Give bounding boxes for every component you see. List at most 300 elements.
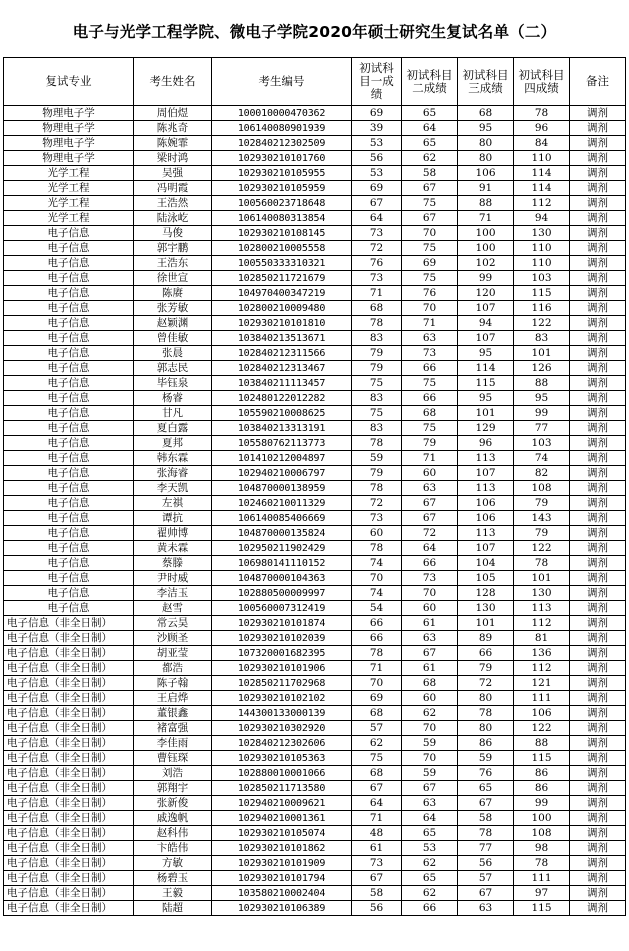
remark-cell: 调剂 xyxy=(570,556,626,571)
table-row xyxy=(4,226,626,241)
name-cell: 赵颖渊 xyxy=(134,316,212,331)
score-3-cell: 95 xyxy=(458,346,514,361)
score-2-cell: 65 xyxy=(402,136,458,151)
score-2-cell: 58 xyxy=(402,166,458,181)
major-cell: 光学工程 xyxy=(4,181,134,196)
score-3-cell: 99 xyxy=(458,271,514,286)
table-row xyxy=(4,211,626,226)
remark-cell: 调剂 xyxy=(570,871,626,886)
score-1-cell: 67 xyxy=(352,871,402,886)
score-1-cell: 70 xyxy=(352,676,402,691)
name-cell: 蔡滕 xyxy=(134,556,212,571)
table-body xyxy=(4,106,626,916)
name-cell: 曹钰琛 xyxy=(134,751,212,766)
score-4-cell: 97 xyxy=(514,886,570,901)
score-4-cell: 113 xyxy=(514,601,570,616)
name-cell: 褚富强 xyxy=(134,721,212,736)
remark-cell: 调剂 xyxy=(570,121,626,136)
remark-cell: 调剂 xyxy=(570,196,626,211)
score-1-cell: 73 xyxy=(352,226,402,241)
remark-cell: 调剂 xyxy=(570,586,626,601)
name-cell: 梁时鸿 xyxy=(134,151,212,166)
score-3-cell: 102 xyxy=(458,256,514,271)
score-2-cell: 70 xyxy=(402,226,458,241)
table-row xyxy=(4,346,626,361)
score-1-cell: 79 xyxy=(352,361,402,376)
exam-id-cell: 102850211702968 xyxy=(212,676,352,691)
score-1-cell: 71 xyxy=(352,286,402,301)
exam-id-cell: 104970400347219 xyxy=(212,286,352,301)
score-1-cell: 61 xyxy=(352,841,402,856)
score-1-cell: 83 xyxy=(352,391,402,406)
score-3-cell: 59 xyxy=(458,751,514,766)
table-row xyxy=(4,241,626,256)
score-1-cell: 53 xyxy=(352,136,402,151)
exam-id-cell: 107320001682395 xyxy=(212,646,352,661)
score-4-cell: 143 xyxy=(514,511,570,526)
score-2-cell: 60 xyxy=(402,466,458,481)
score-3-cell: 86 xyxy=(458,736,514,751)
table-row xyxy=(4,136,626,151)
score-2-cell: 68 xyxy=(402,676,458,691)
exam-id-cell: 102800210009480 xyxy=(212,301,352,316)
table-row xyxy=(4,526,626,541)
exam-id-cell: 101410212004897 xyxy=(212,451,352,466)
major-cell: 电子信息（非全日制） xyxy=(4,616,134,631)
score-1-cell: 79 xyxy=(352,466,402,481)
score-2-cell: 62 xyxy=(402,706,458,721)
score-2-cell: 67 xyxy=(402,646,458,661)
table-header-row xyxy=(4,58,626,106)
remark-cell: 调剂 xyxy=(570,346,626,361)
table-row xyxy=(4,376,626,391)
score-3-cell: 67 xyxy=(458,886,514,901)
name-cell: 左祺 xyxy=(134,496,212,511)
table-row xyxy=(4,886,626,901)
major-cell: 物理电子学 xyxy=(4,121,134,136)
header-exam-id: 考生编号 xyxy=(212,58,352,106)
name-cell: 王启烨 xyxy=(134,691,212,706)
score-1-cell: 48 xyxy=(352,826,402,841)
score-3-cell: 91 xyxy=(458,181,514,196)
exam-id-cell: 104870000135824 xyxy=(212,526,352,541)
score-2-cell: 79 xyxy=(402,436,458,451)
remark-cell: 调剂 xyxy=(570,316,626,331)
score-2-cell: 63 xyxy=(402,331,458,346)
table-row xyxy=(4,421,626,436)
score-4-cell: 96 xyxy=(514,121,570,136)
table-row xyxy=(4,721,626,736)
score-4-cell: 136 xyxy=(514,646,570,661)
score-1-cell: 83 xyxy=(352,421,402,436)
major-cell: 电子信息 xyxy=(4,316,134,331)
exam-id-cell: 102930210108145 xyxy=(212,226,352,241)
score-4-cell: 112 xyxy=(514,661,570,676)
score-3-cell: 129 xyxy=(458,421,514,436)
score-2-cell: 53 xyxy=(402,841,458,856)
score-4-cell: 110 xyxy=(514,151,570,166)
score-2-cell: 70 xyxy=(402,586,458,601)
remark-cell: 调剂 xyxy=(570,376,626,391)
header-major: 复试专业 xyxy=(4,58,134,106)
major-cell: 电子信息（非全日制） xyxy=(4,841,134,856)
exam-id-cell: 106140080313854 xyxy=(212,211,352,226)
header-name: 考生姓名 xyxy=(134,58,212,106)
name-cell: 黄未霖 xyxy=(134,541,212,556)
exam-id-cell: 104870000138959 xyxy=(212,481,352,496)
remark-cell: 调剂 xyxy=(570,271,626,286)
major-cell: 电子信息 xyxy=(4,451,134,466)
remark-cell: 调剂 xyxy=(570,646,626,661)
exam-id-cell: 106140085406669 xyxy=(212,511,352,526)
score-4-cell: 106 xyxy=(514,706,570,721)
name-cell: 马俊 xyxy=(134,226,212,241)
name-cell: 徐世宣 xyxy=(134,271,212,286)
major-cell: 电子信息 xyxy=(4,331,134,346)
score-4-cell: 78 xyxy=(514,856,570,871)
exam-id-cell: 102930210101909 xyxy=(212,856,352,871)
major-cell: 电子信息（非全日制） xyxy=(4,706,134,721)
score-4-cell: 126 xyxy=(514,361,570,376)
score-3-cell: 96 xyxy=(458,436,514,451)
score-2-cell: 67 xyxy=(402,781,458,796)
score-3-cell: 67 xyxy=(458,796,514,811)
score-2-cell: 73 xyxy=(402,346,458,361)
score-3-cell: 56 xyxy=(458,856,514,871)
remark-cell: 调剂 xyxy=(570,436,626,451)
score-1-cell: 64 xyxy=(352,796,402,811)
major-cell: 电子信息（非全日制） xyxy=(4,691,134,706)
score-2-cell: 66 xyxy=(402,556,458,571)
remark-cell: 调剂 xyxy=(570,706,626,721)
score-3-cell: 107 xyxy=(458,541,514,556)
score-3-cell: 101 xyxy=(458,616,514,631)
name-cell: 陈子翰 xyxy=(134,676,212,691)
score-3-cell: 95 xyxy=(458,121,514,136)
remark-cell: 调剂 xyxy=(570,226,626,241)
major-cell: 电子信息（非全日制） xyxy=(4,886,134,901)
score-4-cell: 111 xyxy=(514,871,570,886)
major-cell: 电子信息 xyxy=(4,526,134,541)
score-4-cell: 86 xyxy=(514,781,570,796)
table-row xyxy=(4,181,626,196)
table-row xyxy=(4,796,626,811)
score-2-cell: 68 xyxy=(402,406,458,421)
score-4-cell: 110 xyxy=(514,256,570,271)
score-3-cell: 66 xyxy=(458,646,514,661)
exam-id-cell: 102940210001361 xyxy=(212,811,352,826)
score-3-cell: 72 xyxy=(458,676,514,691)
score-2-cell: 64 xyxy=(402,121,458,136)
score-3-cell: 100 xyxy=(458,226,514,241)
table-row xyxy=(4,436,626,451)
name-cell: 常云昊 xyxy=(134,616,212,631)
name-cell: 尹时威 xyxy=(134,571,212,586)
score-1-cell: 67 xyxy=(352,781,402,796)
major-cell: 电子信息（非全日制） xyxy=(4,646,134,661)
score-2-cell: 63 xyxy=(402,796,458,811)
score-1-cell: 59 xyxy=(352,451,402,466)
score-1-cell: 71 xyxy=(352,811,402,826)
score-2-cell: 75 xyxy=(402,271,458,286)
major-cell: 电子信息（非全日制） xyxy=(4,826,134,841)
exam-id-cell: 102950211902429 xyxy=(212,541,352,556)
table-row xyxy=(4,256,626,271)
score-4-cell: 86 xyxy=(514,766,570,781)
score-2-cell: 65 xyxy=(402,871,458,886)
score-1-cell: 67 xyxy=(352,196,402,211)
score-1-cell: 66 xyxy=(352,616,402,631)
score-3-cell: 113 xyxy=(458,481,514,496)
score-1-cell: 64 xyxy=(352,211,402,226)
exam-id-cell: 102930210101794 xyxy=(212,871,352,886)
score-3-cell: 104 xyxy=(458,556,514,571)
score-3-cell: 71 xyxy=(458,211,514,226)
table-row xyxy=(4,196,626,211)
major-cell: 电子信息（非全日制） xyxy=(4,901,134,916)
exam-id-cell: 102930210302920 xyxy=(212,721,352,736)
header-score-2: 初试科目二成绩 xyxy=(402,58,458,106)
score-3-cell: 130 xyxy=(458,601,514,616)
remark-cell: 调剂 xyxy=(570,766,626,781)
score-1-cell: 70 xyxy=(352,571,402,586)
table-row xyxy=(4,271,626,286)
score-4-cell: 101 xyxy=(514,346,570,361)
major-cell: 电子信息 xyxy=(4,376,134,391)
score-4-cell: 100 xyxy=(514,811,570,826)
score-3-cell: 63 xyxy=(458,901,514,916)
score-1-cell: 78 xyxy=(352,541,402,556)
exam-id-cell: 102940210009621 xyxy=(212,796,352,811)
score-3-cell: 113 xyxy=(458,526,514,541)
exam-id-cell: 106980141110152 xyxy=(212,556,352,571)
header-score-1: 初试科目一成绩 xyxy=(352,58,402,106)
remark-cell: 调剂 xyxy=(570,721,626,736)
table-row xyxy=(4,301,626,316)
score-4-cell: 74 xyxy=(514,451,570,466)
score-3-cell: 68 xyxy=(458,106,514,121)
score-1-cell: 83 xyxy=(352,331,402,346)
remark-cell: 调剂 xyxy=(570,736,626,751)
table-row xyxy=(4,541,626,556)
name-cell: 卞皓伟 xyxy=(134,841,212,856)
name-cell: 陆超 xyxy=(134,901,212,916)
exam-id-cell: 102850211721679 xyxy=(212,271,352,286)
table-row xyxy=(4,766,626,781)
table-row xyxy=(4,121,626,136)
exam-id-cell: 104870000104363 xyxy=(212,571,352,586)
remark-cell: 调剂 xyxy=(570,571,626,586)
name-cell: 沙顾圣 xyxy=(134,631,212,646)
major-cell: 电子信息 xyxy=(4,511,134,526)
major-cell: 电子信息（非全日制） xyxy=(4,676,134,691)
major-cell: 电子信息（非全日制） xyxy=(4,856,134,871)
name-cell: 夏白露 xyxy=(134,421,212,436)
exam-id-cell: 102840212302509 xyxy=(212,136,352,151)
score-4-cell: 78 xyxy=(514,106,570,121)
score-3-cell: 106 xyxy=(458,496,514,511)
score-4-cell: 114 xyxy=(514,166,570,181)
major-cell: 电子信息 xyxy=(4,586,134,601)
score-3-cell: 114 xyxy=(458,361,514,376)
exam-id-cell: 102930210105363 xyxy=(212,751,352,766)
name-cell: 王浩东 xyxy=(134,256,212,271)
name-cell: 赵科伟 xyxy=(134,826,212,841)
score-3-cell: 80 xyxy=(458,691,514,706)
exam-id-cell: 100010000470362 xyxy=(212,106,352,121)
score-2-cell: 67 xyxy=(402,511,458,526)
score-1-cell: 78 xyxy=(352,316,402,331)
major-cell: 电子信息 xyxy=(4,601,134,616)
table-row xyxy=(4,901,626,916)
name-cell: 毕钰泉 xyxy=(134,376,212,391)
score-1-cell: 68 xyxy=(352,301,402,316)
header-remark: 备注 xyxy=(570,58,626,106)
table-row xyxy=(4,331,626,346)
score-1-cell: 53 xyxy=(352,166,402,181)
score-2-cell: 70 xyxy=(402,751,458,766)
major-cell: 物理电子学 xyxy=(4,136,134,151)
score-1-cell: 74 xyxy=(352,556,402,571)
score-4-cell: 110 xyxy=(514,241,570,256)
exam-id-cell: 102930210102039 xyxy=(212,631,352,646)
score-1-cell: 72 xyxy=(352,241,402,256)
score-2-cell: 75 xyxy=(402,421,458,436)
table-row xyxy=(4,571,626,586)
major-cell: 电子信息 xyxy=(4,541,134,556)
score-4-cell: 121 xyxy=(514,676,570,691)
score-3-cell: 95 xyxy=(458,391,514,406)
major-cell: 电子信息（非全日制） xyxy=(4,721,134,736)
remark-cell: 调剂 xyxy=(570,241,626,256)
exam-id-cell: 102930210101906 xyxy=(212,661,352,676)
score-1-cell: 78 xyxy=(352,646,402,661)
score-3-cell: 80 xyxy=(458,721,514,736)
score-4-cell: 83 xyxy=(514,331,570,346)
score-4-cell: 103 xyxy=(514,271,570,286)
name-cell: 冯明霞 xyxy=(134,181,212,196)
score-1-cell: 68 xyxy=(352,706,402,721)
remark-cell: 调剂 xyxy=(570,886,626,901)
name-cell: 夏邦 xyxy=(134,436,212,451)
score-1-cell: 72 xyxy=(352,496,402,511)
exam-id-cell: 102930210101810 xyxy=(212,316,352,331)
name-cell: 韩东霖 xyxy=(134,451,212,466)
major-cell: 电子信息（非全日制） xyxy=(4,751,134,766)
table-row xyxy=(4,466,626,481)
remark-cell: 调剂 xyxy=(570,541,626,556)
score-4-cell: 130 xyxy=(514,226,570,241)
score-4-cell: 116 xyxy=(514,301,570,316)
score-3-cell: 65 xyxy=(458,781,514,796)
score-2-cell: 67 xyxy=(402,211,458,226)
exam-id-cell: 102940210006797 xyxy=(212,466,352,481)
score-1-cell: 66 xyxy=(352,631,402,646)
retest-roster-table xyxy=(3,57,626,916)
table-row xyxy=(4,511,626,526)
major-cell: 电子信息 xyxy=(4,226,134,241)
table-row xyxy=(4,166,626,181)
score-1-cell: 75 xyxy=(352,751,402,766)
remark-cell: 调剂 xyxy=(570,751,626,766)
score-3-cell: 106 xyxy=(458,166,514,181)
score-2-cell: 70 xyxy=(402,721,458,736)
table-row xyxy=(4,451,626,466)
score-4-cell: 99 xyxy=(514,406,570,421)
score-1-cell: 68 xyxy=(352,766,402,781)
major-cell: 电子信息 xyxy=(4,406,134,421)
major-cell: 电子信息 xyxy=(4,271,134,286)
score-1-cell: 74 xyxy=(352,586,402,601)
score-3-cell: 106 xyxy=(458,511,514,526)
score-4-cell: 79 xyxy=(514,526,570,541)
name-cell: 李佳雨 xyxy=(134,736,212,751)
remark-cell: 调剂 xyxy=(570,676,626,691)
score-1-cell: 56 xyxy=(352,151,402,166)
score-1-cell: 56 xyxy=(352,901,402,916)
score-2-cell: 71 xyxy=(402,316,458,331)
score-4-cell: 122 xyxy=(514,541,570,556)
score-2-cell: 61 xyxy=(402,661,458,676)
remark-cell: 调剂 xyxy=(570,451,626,466)
name-cell: 曾佳敏 xyxy=(134,331,212,346)
table-row xyxy=(4,631,626,646)
score-4-cell: 130 xyxy=(514,586,570,601)
remark-cell: 调剂 xyxy=(570,481,626,496)
exam-id-cell: 102930210105959 xyxy=(212,181,352,196)
score-2-cell: 66 xyxy=(402,901,458,916)
table-row xyxy=(4,616,626,631)
score-3-cell: 89 xyxy=(458,631,514,646)
remark-cell: 调剂 xyxy=(570,421,626,436)
name-cell: 郭志民 xyxy=(134,361,212,376)
name-cell: 戚逸帆 xyxy=(134,811,212,826)
exam-id-cell: 102850211713580 xyxy=(212,781,352,796)
name-cell: 刘浩 xyxy=(134,766,212,781)
score-3-cell: 76 xyxy=(458,766,514,781)
table-row xyxy=(4,706,626,721)
header-score-3: 初试科目三成绩 xyxy=(458,58,514,106)
major-cell: 电子信息 xyxy=(4,556,134,571)
table-row xyxy=(4,406,626,421)
major-cell: 电子信息（非全日制） xyxy=(4,631,134,646)
score-4-cell: 94 xyxy=(514,211,570,226)
major-cell: 电子信息（非全日制） xyxy=(4,796,134,811)
score-3-cell: 78 xyxy=(458,706,514,721)
remark-cell: 调剂 xyxy=(570,661,626,676)
exam-id-cell: 100550333310321 xyxy=(212,256,352,271)
name-cell: 张海睿 xyxy=(134,466,212,481)
major-cell: 电子信息 xyxy=(4,571,134,586)
score-4-cell: 112 xyxy=(514,616,570,631)
table-row xyxy=(4,496,626,511)
exam-id-cell: 102840212302606 xyxy=(212,736,352,751)
table-row xyxy=(4,736,626,751)
major-cell: 电子信息（非全日制） xyxy=(4,766,134,781)
score-2-cell: 64 xyxy=(402,811,458,826)
score-2-cell: 67 xyxy=(402,496,458,511)
score-4-cell: 88 xyxy=(514,736,570,751)
remark-cell: 调剂 xyxy=(570,796,626,811)
remark-cell: 调剂 xyxy=(570,466,626,481)
score-4-cell: 103 xyxy=(514,436,570,451)
remark-cell: 调剂 xyxy=(570,811,626,826)
score-3-cell: 107 xyxy=(458,331,514,346)
table-row xyxy=(4,106,626,121)
table-row xyxy=(4,286,626,301)
name-cell: 吴强 xyxy=(134,166,212,181)
remark-cell: 调剂 xyxy=(570,496,626,511)
